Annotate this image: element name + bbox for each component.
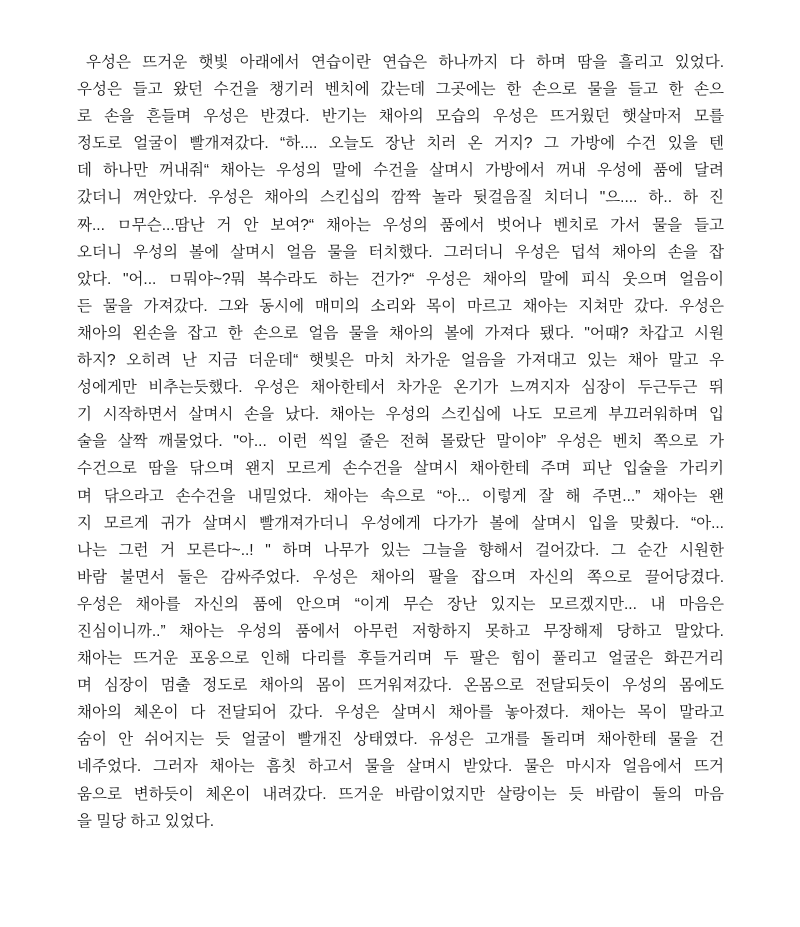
- text-line: 정도로 얼굴이 빨개져갔다. “하.... 오늘도 장난 치러 온 거지? 그 가방에 수건 있을 텐: [77, 135, 724, 153]
- text-line: 성에게만 비추는듯했다. 우성은 채아한테서 차가운 온기가 느껴지자 심장이 두근두근 뛰: [77, 379, 724, 397]
- text-line: 채아는 뜨거운 포옹으로 인해 다리를 후들거리며 두 팔은 힘이 풀리고 얼굴은 화끈거리: [77, 650, 724, 668]
- text-line: 채아의 체온이 다 전달되어 갔다. 우성은 살며시 채아를 놓아졌다. 채아는 목이 말라고: [77, 704, 724, 722]
- text-line: 우성은 채아를 자신의 품에 안으며 “이게 무슨 장난 있지는 모르겠지만... 내 마음은: [77, 595, 724, 613]
- text-line: 갔더니 껴안았다. 우성은 채아의 스킨십의 깜짝 놀라 뒷걸음질 치더니 "으.... 하.. 하 진: [77, 189, 724, 207]
- text-line: 든 물을 가져갔다. 그와 동시에 매미의 소리와 목이 마르고 채아는 지쳐만 갔다. 우성은: [77, 297, 724, 315]
- text-line: 짜... ㅁ무슨...땀난 거 안 보여?“ 채아는 우성의 품에서 벗어나 벤치로 가서 물을 들고: [77, 216, 724, 234]
- text-line: 을 밀당 하고 있었다.: [77, 812, 215, 830]
- text-line: 바람 불면서 둘은 감싸주었다. 우성은 채아의 팔을 잡으며 자신의 쪽으로 끌어당겼다.: [77, 568, 724, 586]
- text-line: 움으로 변하듯이 체온이 내려갔다. 뜨거운 바람이었지만 살랑이는 듯 바람이 둘의 마음: [77, 785, 724, 803]
- text-line: 숨이 안 쉬어지는 듯 얼굴이 빨개진 상태였다. 유성은 고개를 돌리며 채아한테 물을 건: [77, 731, 724, 749]
- text-line: 로 손을 흔들며 우성은 반겼다. 반기는 채아의 모습의 우성은 뜨거웠던 햇살마저 모를: [77, 108, 724, 126]
- text-line: 우성은 뜨거운 햇빛 아래에서 연습이란 연습은 하나까지 다 하며 땀을 흘리고 있었다.: [86, 54, 724, 71]
- text-line: 하지? 오히려 난 지금 더운데“ 햇빛은 마치 차가운 얼음을 가져대고 있는 채아 말고 우: [77, 352, 724, 370]
- text-line: 술을 살짝 깨물었다. "아... 이런 씩일 줄은 전혀 몰랐단 말이야” 우성은 벤치 쪽으로 가: [77, 433, 724, 451]
- text-line: 우성은 들고 왔던 수건을 챙기러 벤치에 갔는데 그곳에는 한 손으로 물을 들고 한 손으: [77, 81, 724, 99]
- text-line: 았다. "어... ㅁ뭐야~?뭐 복수라도 하는 건가?“ 우성은 채아의 말에 피식 웃으며 얼음이: [77, 270, 724, 288]
- text-line: 나는 그런 거 모른다~..! " 하며 나무가 있는 그늘을 향해서 걸어갔다. 그 순간 시원한: [77, 541, 724, 559]
- text-line: 진심이니까..” 채아는 우성의 품에서 아무런 저항하지 못하고 무장해제 당하고 말았다.: [77, 622, 724, 640]
- text-line: 수건으로 땀을 닦으며 왠지 모르게 손수건을 살며시 채아한테 주며 피난 입술을 가리키: [77, 460, 724, 478]
- text-line: 지 모르게 귀가 살며시 빨개져가더니 우성에게 다가가 볼에 살며시 입을 맞췄다. “아...: [77, 514, 724, 532]
- text-line: 오더니 우성의 볼에 살며시 얼음 물을 터치했다. 그러더니 우성은 덥석 채아의 손을 잡: [77, 243, 724, 261]
- text-line: 며 닦으라고 손수건을 내밀었다. 채아는 속으로 “아... 이렇게 잘 해 주면...” 채아는 왠: [77, 487, 724, 505]
- story-paragraph: [77, 49, 724, 835]
- text-line: 채아의 왼손을 잡고 한 손으로 얼음 물을 채아의 볼에 가져다 됐다. "어때? 차갑고 시원: [77, 324, 724, 342]
- text-line: 며 심장이 멈출 정도로 채아의 몸이 뜨거워져갔다. 온몸으로 전달되듯이 우성의 몸에도: [77, 677, 724, 695]
- text-line: 데 하나만 꺼내줘“ 채아는 우성의 말에 수건을 살며시 가방에서 꺼내 우성에 품에 달려: [77, 162, 724, 180]
- text-line: 기 시작하면서 살며시 손을 났다. 채아는 우성의 스킨십에 나도 모르게 부끄러워하며 입: [77, 406, 724, 424]
- text-line: 네주었다. 그러자 채아는 흠칫 하고서 물을 살며시 받았다. 물은 마시자 얼음에서 뜨거: [77, 758, 724, 776]
